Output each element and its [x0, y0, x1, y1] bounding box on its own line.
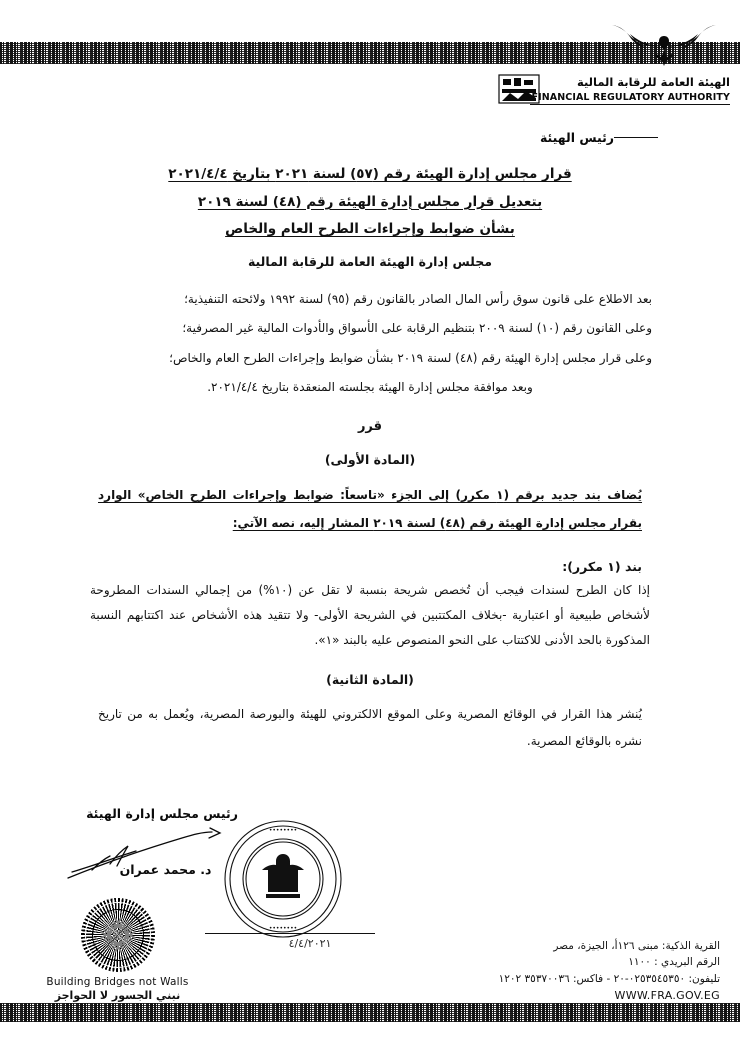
- article-two-heading: (المادة الثانية): [326, 671, 414, 687]
- recital-item: وبعد موافقة مجلس إدارة الهيئة بجلسته المنعقدة بتاريخ ٢٠٢١/٤/٤.: [207, 380, 533, 395]
- scan-noise-band-bottom: [0, 1003, 740, 1022]
- decree-keyword: قرر: [357, 418, 383, 434]
- footer-phone-fax: تليفون: ٠٢٥٣٥٤٥٣٥٠-٢٠ - فاكس: ٣٥٣٧٠٠٣٦ ١٢٠٢: [498, 972, 720, 985]
- official-stamp: [222, 818, 344, 940]
- decision-title: [0, 161, 740, 244]
- chief-of-authority-label: [0, 130, 668, 145]
- article-two-body: يُنشر هذا القرار في الوقائع المصرية وعلى الموقع الالكتروني للهيئة والبورصة المصرية، ويُعمل به من تاريخ نشره بالوقائع المصرية.: [98, 706, 642, 748]
- svg-text:••••••••: ••••••••: [268, 827, 298, 834]
- recital-item: بعد الاطلاع على قانون سوق رأس المال الصادر بالقانون رقم (٩٥) لسنة ١٩٩٢ ولائحته التنفيذية؛: [184, 292, 652, 307]
- motto-block: [30, 898, 205, 1002]
- svg-text:••••••••: ••••••••: [268, 925, 298, 932]
- signatory-name: د. محمد عمران: [119, 862, 212, 877]
- motto-arabic: نبني الجسور لا الحواجز: [54, 989, 181, 1002]
- recital-item: وعلى القانون رقم (١٠) لسنة ٢٠٠٩ بتنظيم الرقابة على الأسواق والأدوات المالية غير المصرفية؛: [182, 321, 652, 336]
- decision-title-line-1: قرار مجلس إدارة الهيئة رقم (٥٧) لسنة ٢٠٢١ بتاريخ ٢٠٢١/٤/٤: [168, 166, 572, 182]
- chief-label-rule: [614, 137, 658, 138]
- issuing-body: مجلس إدارة الهيئة العامة للرقابة المالية: [247, 254, 493, 270]
- recitals-section: [88, 285, 652, 403]
- clause-label: بند (١ مكرر):: [562, 558, 642, 574]
- decision-title-line-2: بتعديل قرار مجلس إدارة الهيئة رقم (٤٨) لسنة ٢٠١٩: [197, 193, 543, 210]
- signatory-title: رئيس مجلس إدارة الهيئة: [86, 806, 238, 821]
- footer-contact: [400, 938, 720, 1002]
- authority-name-english: FINANCIAL REGULATORY AUTHORITY: [531, 92, 730, 103]
- document-body: [0, 118, 740, 755]
- recital-item: وعلى قرار مجلس إدارة الهيئة رقم (٤٨) لسنة ٢٠١٩ بشأن ضوابط وإجراءات الطرح العام والخاص؛: [169, 350, 652, 365]
- article-one-heading: (المادة الأولى): [324, 451, 416, 467]
- circular-seal-icon: [81, 898, 155, 972]
- motto-english: Building Bridges not Walls: [46, 976, 189, 988]
- article-one-body: يُضاف بند جديد برقم (١ مكرر) إلى الجزء «تاسعاً: ضوابط وإجراءات الطرح الخاص» الوارد بقرار مجلس إدارة الهيئة رقم (٤٨) لسنة ٢٠١٩ المشار إليه، نصه الآتي:: [98, 487, 643, 530]
- authority-name-arabic: الهيئة العامة للرقابة المالية: [577, 75, 730, 89]
- clause-body: إذا كان الطرح لسندات فيجب أن تُخصص شريحة بنسبة لا تقل عن (١٠%) من إجمالي السندات المطروحة لأشخاص طبيعية أو اعتبارية -بخلاف المكتتبين في الشريحة الأولى- ولا تتقيد هذه الأشخاص عند اكتتابهم النسبة المذكورة بالحد الأدنى للاكتتاب على النحو المنصوص عليه بالبند «١».: [90, 582, 650, 648]
- footer-website[interactable]: WWW.FRA.GOV.EG: [614, 988, 720, 1002]
- stamp-underline: [205, 933, 375, 934]
- footer-address: القرية الذكية: مبنى ١٢٦أ، الجيزة، مصر: [553, 940, 720, 952]
- chief-label-text: رئيس الهيئة: [539, 130, 614, 145]
- decision-title-line-3: بشأن ضوابط وإجراءات الطرح العام والخاص: [225, 221, 515, 238]
- authority-logo: [498, 22, 730, 110]
- stamp-date: ٤/٤/٢٠٢١: [288, 937, 332, 950]
- eagle-emblem-icon: [606, 22, 722, 68]
- footer-postal-code: الرقم البريدي : ١١٠٠: [628, 956, 720, 969]
